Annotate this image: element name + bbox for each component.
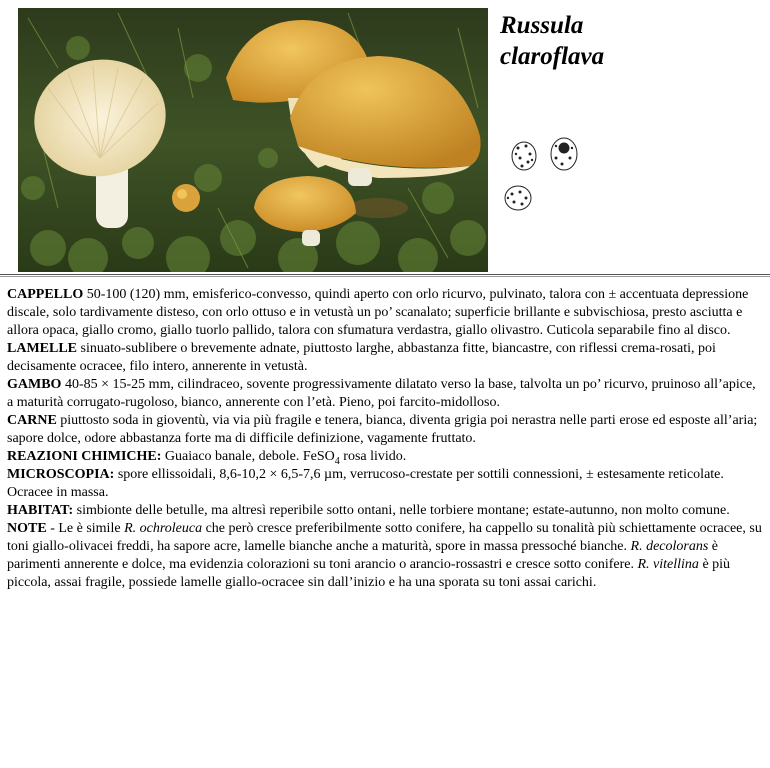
spore-icon-2 — [551, 138, 577, 170]
spore-icon-1 — [512, 142, 536, 170]
section-text: simbionte delle betulle, ma altresì reperibile sotto ontani, nelle torbiere montane; estate-autunno, non molto comune. — [73, 503, 730, 518]
section-label: HABITAT: — [7, 503, 74, 518]
species-reference: R. ochroleuca — [124, 521, 203, 536]
spore-drawings — [500, 132, 590, 217]
species-description — [7, 286, 765, 592]
section-habitat — [7, 502, 765, 520]
section-label: CARNE — [7, 413, 57, 428]
section-text: è parimenti annerente e dolce, ma evidenzia colorazioni su toni arancio o arancio-rossastri e cresce sotto conifere. — [7, 539, 718, 572]
genus-name: Russula — [500, 12, 584, 39]
subscript: 4 — [334, 455, 340, 467]
section-microscopia — [7, 466, 765, 502]
species-title — [500, 10, 604, 72]
section-label: NOTE — [7, 521, 47, 536]
section-lamelle — [7, 340, 765, 376]
section-label: REAZIONI CHIMICHE: — [7, 449, 162, 464]
section-text: è più piccola, assai fragile, possiede lamelle giallo-ocracee sin dall’inizio e ha una sporata su toni assai carichi. — [7, 557, 731, 590]
section-text: che però cresce preferibilmente sotto conifere, ha cappello su tonalità più schiettamente ocracee, su toni giallo-olivacei freddi, ha sapore acre, lamelle bianche anche a maturità, spore in massa pressoché bianche. — [7, 521, 762, 554]
section-label: LAMELLE — [7, 341, 78, 356]
section-text: - Le è simile — [46, 521, 125, 536]
section-label: CAPPELLO — [7, 287, 84, 302]
mushroom-photo — [18, 8, 488, 272]
section-gambo — [7, 376, 765, 412]
species-epithet: claroflava — [500, 43, 605, 70]
section-text: sinuato-sublibere o brevemente adnate, piuttosto larghe, abbastanza fitte, biancastre, con riflessi crema-rosati, poi decisamente ocracee, filo intero, annerente in vetustà. — [7, 341, 716, 374]
section-text: 50-100 (120) mm, emisferico-convesso, quindi aperto con orlo ricurvo, pulvinato, talora con ± accentuata depressione discale, solo tardivamente disteso, con orlo ottuso e in vetustà un po’ scanalato; superficie brillante e subvischiosa, presto asciutta e allora opaca, giallo cromo, giallo tuorlo pallido, talora con sfumatura verdastra, giallo olivastro. Cuticola separabile fino al disco. — [7, 287, 749, 338]
section-text: 40-85 × 15-25 mm, cilindraceo, sovente progressivamente dilatato verso la base, talvolta un po’ ricurvo, pruinoso all’apice, a maturità corrugato-rugoloso, bianco, annerente con l’età. Pieno, poi farcito-midolloso. — [7, 377, 756, 410]
section-label: MICROSCOPIA: — [7, 467, 115, 482]
divider — [0, 274, 770, 277]
section-text: spore ellissoidali, 8,6-10,2 × 6,5-7,6 µm, verrucoso-crestate per sottili connessioni, ± estesamente reticolate. Ocracee in massa. — [7, 467, 724, 500]
section-text: rosa livido. — [339, 449, 407, 464]
spore-icon-3 — [505, 186, 531, 210]
species-reference: R. decolorans — [630, 539, 709, 554]
section-label: GAMBO — [7, 377, 62, 392]
section-reazioni-chimiche — [7, 448, 765, 466]
species-reference: R. vitellina — [637, 557, 699, 572]
section-carne — [7, 412, 765, 448]
section-text: Guaiaco banale, debole. FeSO — [161, 449, 335, 464]
section-text: piuttosto soda in gioventù, via via più fragile e tenera, bianca, diventa grigia poi nerastra nelle parti erose ed esposte all’aria; sapore dolce, odore abbastanza forte ma di difficile definizione, vagamente fruttato. — [7, 413, 758, 446]
section-note — [7, 520, 765, 592]
section-cappello — [7, 286, 765, 340]
